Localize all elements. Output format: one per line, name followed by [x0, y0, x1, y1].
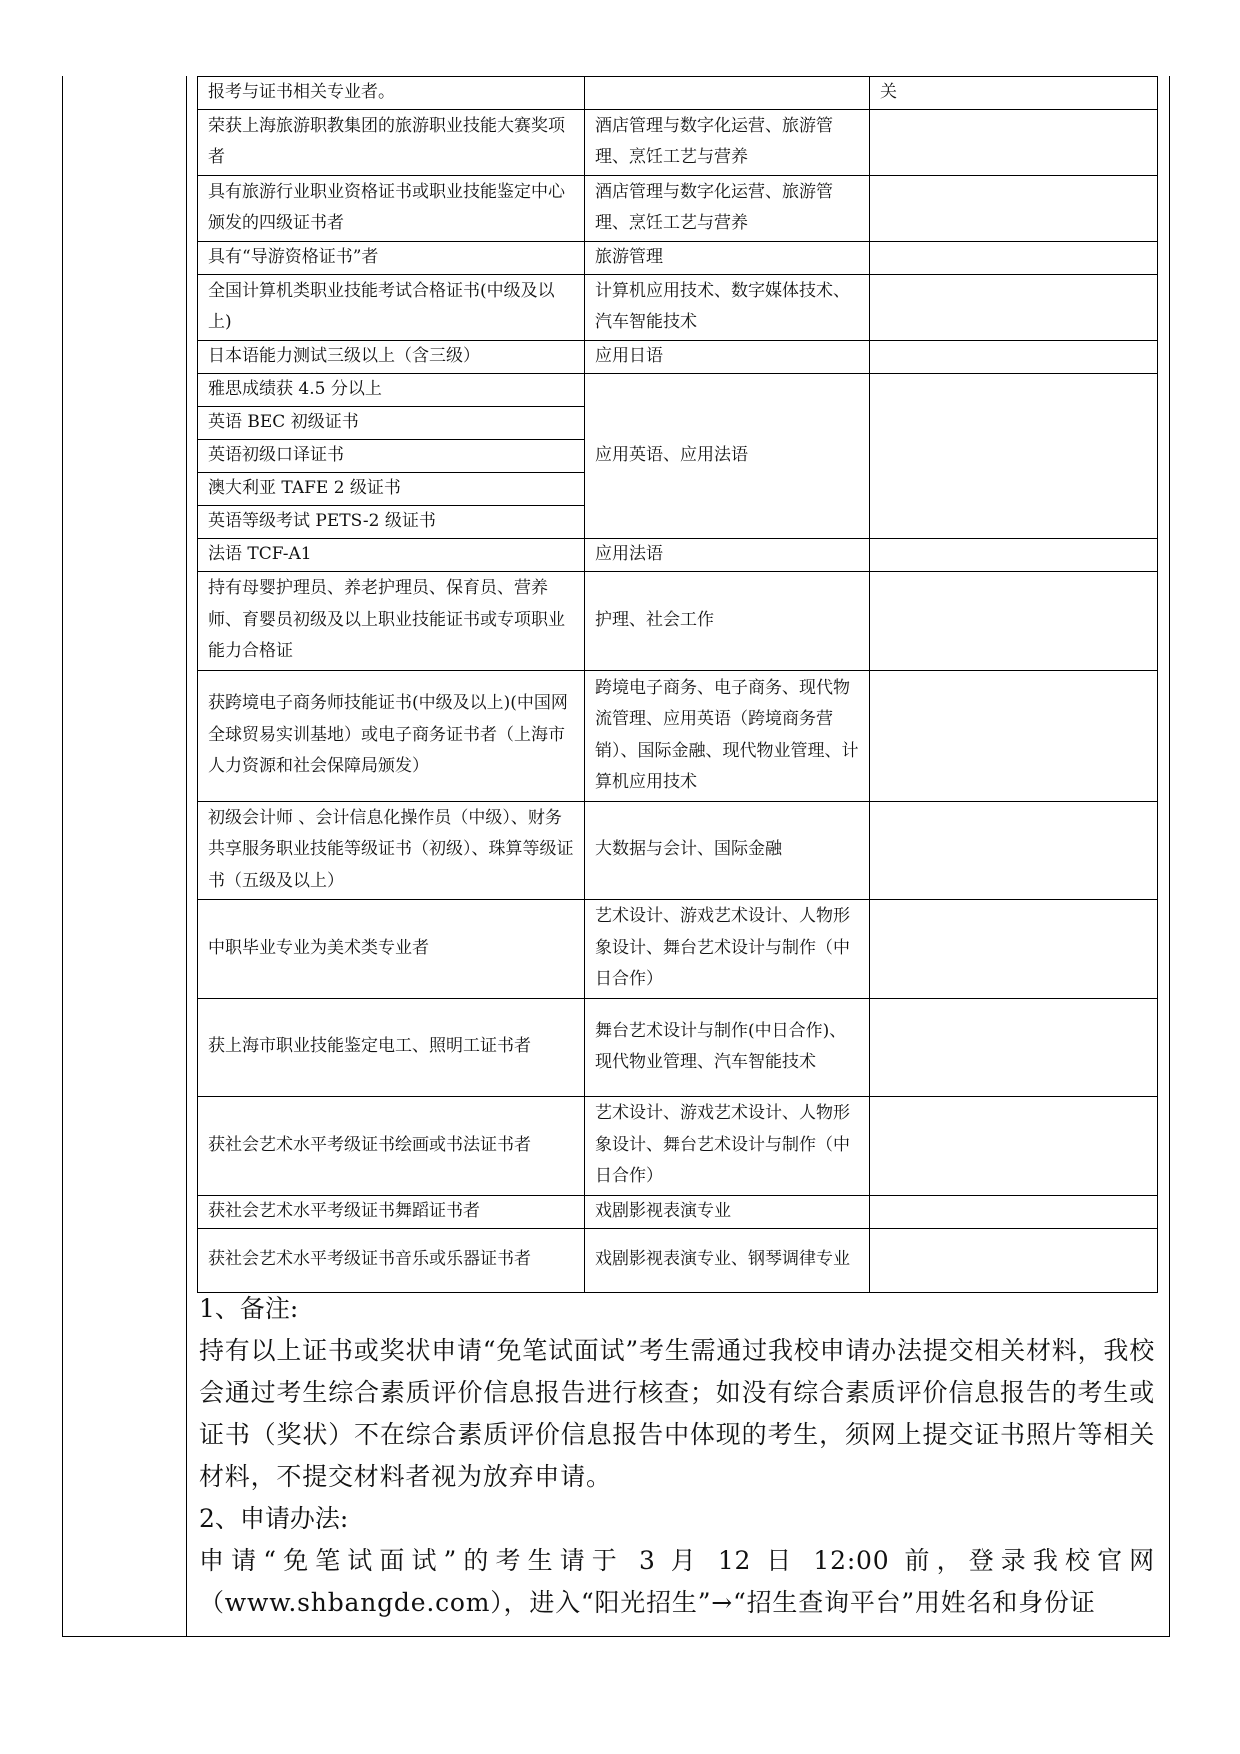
cert-cell: 全国计算机类职业技能考试合格证书(中级及以上)	[198, 274, 585, 340]
note-cell	[870, 1096, 1158, 1195]
note-cell	[870, 1228, 1158, 1292]
note-cell	[870, 801, 1158, 899]
table-row	[198, 571, 1158, 670]
major-cell: 酒店管理与数字化运营、旅游管理、烹饪工艺与营养	[585, 109, 870, 175]
cert-cell: 雅思成绩获 4.5 分以上	[198, 373, 585, 406]
table-row	[198, 1228, 1158, 1292]
table-row	[198, 899, 1158, 998]
cert-cell: 报考与证书相关专业者。	[198, 77, 585, 110]
note-cell	[870, 373, 1158, 538]
table-row	[198, 175, 1158, 241]
cert-cell: 法语 TCF-A1	[198, 538, 585, 571]
table-row	[198, 1096, 1158, 1195]
major-cell: 跨境电子商务、电子商务、现代物流管理、应用英语（跨境商务营销）、国际金融、现代物业管理、计算机应用技术	[585, 670, 870, 801]
column-divider	[186, 76, 187, 1637]
notes-section	[197, 1288, 1157, 1624]
major-cell: 艺术设计、游戏艺术设计、人物形象设计、舞台艺术设计与制作（中日合作）	[585, 1096, 870, 1195]
table-row	[198, 241, 1158, 274]
method-body: 申请“免笔试面试”的考生请于 3 月 12 日 12:00 前，登录我校官网（www.shbangde.com），进入“阳光招生”→“招生查询平台”用姓名和身份证	[199, 1546, 1155, 1617]
cert-cell: 英语等级考试 PETS-2 级证书	[198, 505, 585, 538]
note-cell	[870, 109, 1158, 175]
table-row	[198, 801, 1158, 899]
cert-cell: 获社会艺术水平考级证书舞蹈证书者	[198, 1195, 585, 1228]
cert-cell: 初级会计师 、会计信息化操作员（中级）、财务共享服务职业技能等级证书（初级）、珠算等级证书（五级及以上）	[198, 801, 585, 899]
major-cell: 酒店管理与数字化运营、旅游管理、烹饪工艺与营养	[585, 175, 870, 241]
cert-cell: 获跨境电子商务师技能证书(中级及以上)(中国网全球贸易实训基地）或电子商务证书者（上海市人力资源和社会保障局颁发）	[198, 670, 585, 801]
table-row	[198, 670, 1158, 801]
major-cell	[585, 77, 870, 110]
cert-cell: 日本语能力测试三级以上（含三级）	[198, 340, 585, 373]
table-row	[198, 274, 1158, 340]
major-cell: 应用日语	[585, 340, 870, 373]
table-row	[198, 340, 1158, 373]
major-cell: 护理、社会工作	[585, 571, 870, 670]
note-cell	[870, 340, 1158, 373]
note-cell	[870, 241, 1158, 274]
cert-cell: 中职毕业专业为美术类专业者	[198, 899, 585, 998]
remark-heading: 1、备注:	[199, 1294, 299, 1323]
cert-cell: 具有“导游资格证书”者	[198, 241, 585, 274]
table-row	[198, 77, 1158, 110]
cert-cell: 具有旅游行业职业资格证书或职业技能鉴定中心颁发的四级证书者	[198, 175, 585, 241]
table-row	[198, 538, 1158, 571]
note-cell	[870, 571, 1158, 670]
cert-cell: 获上海市职业技能鉴定电工、照明工证书者	[198, 998, 585, 1096]
major-cell: 旅游管理	[585, 241, 870, 274]
cert-cell: 获社会艺术水平考级证书绘画或书法证书者	[198, 1096, 585, 1195]
note-cell	[870, 274, 1158, 340]
remark-body: 持有以上证书或奖状申请“免笔试面试”考生需通过我校申请办法提交相关材料，我校会通过考生综合素质评价信息报告进行核查；如没有综合素质评价信息报告的考生或证书（奖状）不在综合素质评价信息报告中体现的考生，须网上提交证书照片等相关材料，不提交材料者视为放弃申请。	[199, 1336, 1155, 1491]
cert-cell: 获社会艺术水平考级证书音乐或乐器证书者	[198, 1228, 585, 1292]
cert-cell: 英语 BEC 初级证书	[198, 406, 585, 439]
major-cell: 应用英语、应用法语	[585, 373, 870, 538]
major-cell: 舞台艺术设计与制作(中日合作)、现代物业管理、汽车智能技术	[585, 998, 870, 1096]
table-row	[198, 373, 1158, 406]
table-row	[198, 109, 1158, 175]
major-cell: 计算机应用技术、数字媒体技术、汽车智能技术	[585, 274, 870, 340]
cert-cell: 澳大利亚 TAFE 2 级证书	[198, 472, 585, 505]
cert-cell: 荣获上海旅游职教集团的旅游职业技能大赛奖项者	[198, 109, 585, 175]
major-cell: 戏剧影视表演专业	[585, 1195, 870, 1228]
method-heading: 2、申请办法:	[199, 1504, 349, 1533]
major-cell: 应用法语	[585, 538, 870, 571]
major-cell: 戏剧影视表演专业、钢琴调律专业	[585, 1228, 870, 1292]
note-cell	[870, 998, 1158, 1096]
note-cell: 关	[870, 77, 1158, 110]
table-row	[198, 1195, 1158, 1228]
note-cell	[870, 899, 1158, 998]
note-cell	[870, 175, 1158, 241]
cert-cell: 英语初级口译证书	[198, 439, 585, 472]
table-row	[198, 998, 1158, 1096]
cert-cell: 持有母婴护理员、养老护理员、保育员、营养师、育婴员初级及以上职业技能证书或专项职业能力合格证	[198, 571, 585, 670]
note-cell	[870, 670, 1158, 801]
major-cell: 大数据与会计、国际金融	[585, 801, 870, 899]
certificate-table	[197, 76, 1158, 1293]
note-cell	[870, 1195, 1158, 1228]
note-cell	[870, 538, 1158, 571]
major-cell: 艺术设计、游戏艺术设计、人物形象设计、舞台艺术设计与制作（中日合作）	[585, 899, 870, 998]
